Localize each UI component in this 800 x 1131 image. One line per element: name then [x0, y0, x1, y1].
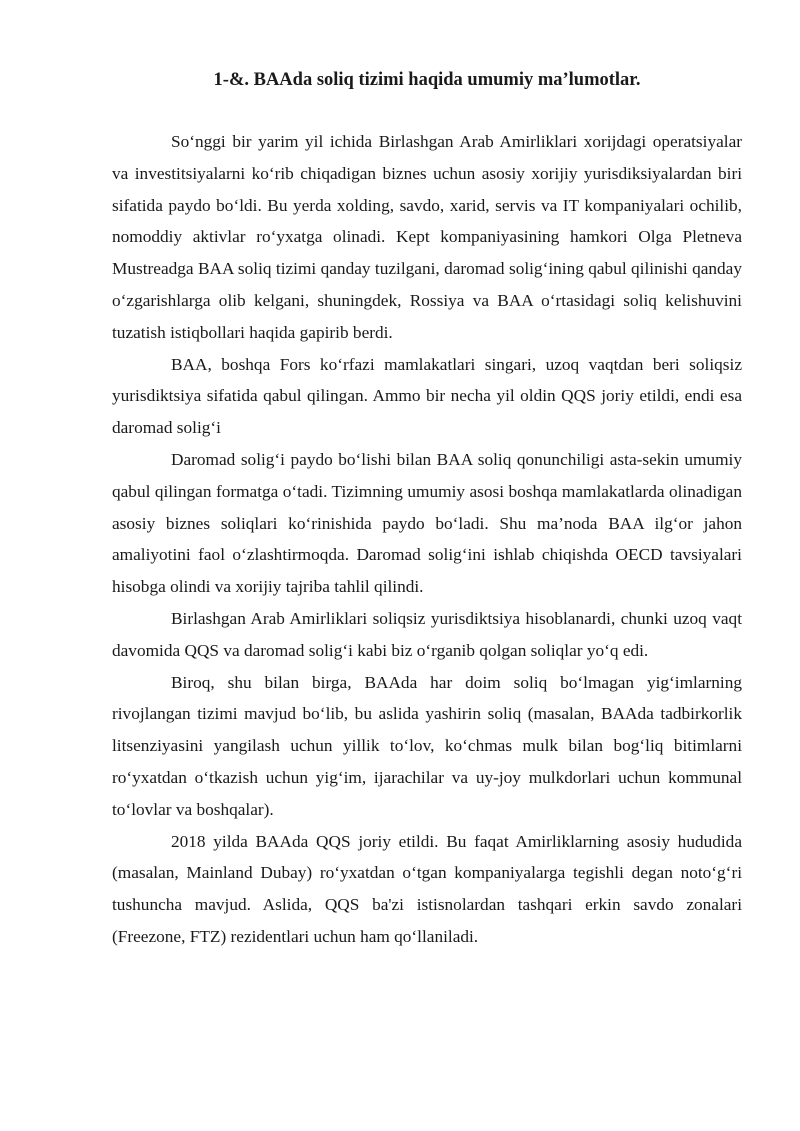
paragraph-2: BAA, boshqa Fors ko‘rfazi mamlakatlari singari, uzoq vaqtdan beri soliqsiz yurisdiktsiya sifatida qabul qilingan. Ammo bir necha yil oldin QQS joriy etildi, endi esa daromad solig‘i — [112, 354, 742, 438]
paragraph-5: Biroq, shu bilan birga, BAAda har doim soliq bo‘lmagan yig‘imlarning rivojlangan tizimi mavjud bo‘lib, bu aslida yashirin soliq (masalan, BAAda tadbirkorlik litsenziyasini yangilash uchun yillik to‘lov, ko‘chmas mulk bilan bog‘liq bitimlarni ro‘yxatdan o‘tkazish uchun yig‘im, ijarachilar va uy-joy mulkdorlari uchun kommunal to‘lovlar va boshqalar). — [112, 672, 742, 819]
document-page — [112, 68, 742, 953]
paragraph-3: Daromad solig‘i paydo bo‘lishi bilan BAA soliq qonunchiligi asta-sekin umumiy qabul qilingan formatga o‘tadi. Tizimning umumiy asosi boshqa mamlakatlarda olinadigan asosiy biznes soliqlari ko‘rinishida paydo bo‘ladi. Shu ma’noda BAA ilg‘or jahon amaliyotini faol o‘zlashtirmoqda. Daromad solig‘ini ishlab chiqishda OECD tavsiyalari hisobga olindi va xorijiy tajriba tahlil qilindi. — [112, 449, 742, 597]
paragraph-4: Birlashgan Arab Amirliklari soliqsiz yurisdiktsiya hisoblanardi, chunki uzoq vaqt davomida QQS va daromad solig‘i kabi biz o‘rganib qolgan soliqlar yo‘q edi. — [112, 608, 742, 660]
paragraph-1: So‘nggi bir yarim yil ichida Birlashgan Arab Amirliklari xorijdagi operatsiyalar va investitsiyalarni ko‘rib chiqadigan biznes uchun asosiy xorijiy yurisdiksiyalardan biri sifatida paydo bo‘ldi. Bu yerda xolding, savdo, xarid, servis va IT kompaniyalari ochilib, nomoddiy aktivlar ro‘yxatga olinadi. Kept kompaniyasining hamkori Olga Pletneva Mustreadga BAA soliq tizimi qanday tuzilgani, daromad solig‘ining qabul qilinishi qanday o‘zgarishlarga olib kelgani, shuningdek, Rossiya va BAA o‘rtasidagi soliq kelishuvini tuzatish istiqbollari haqida gapirib berdi. — [112, 132, 742, 342]
document-title: 1-&. BAAda soliq tizimi haqida umumiy ma’lumotlar. — [213, 70, 641, 90]
paragraph-6: 2018 yilda BAAda QQS joriy etildi. Bu faqat Amirliklarning asosiy hududida (masalan, Mainland Dubay) ro‘yxatdan o‘tgan kompaniyalarga tegishli degan noto‘g‘ri tushuncha mavjud. Aslida, QQS ba'zi istisnolardan tashqari erkin savdo zonalari (Freezone, FTZ) rezidentlari uchun ham qo‘llaniladi. — [112, 831, 742, 946]
